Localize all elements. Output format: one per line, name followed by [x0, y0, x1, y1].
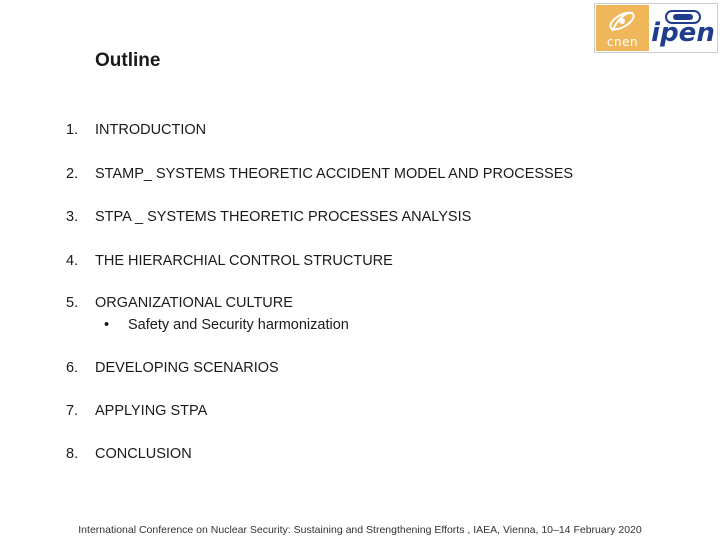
- ipen-logo-text: ipen: [651, 18, 715, 48]
- item-number: 6.: [66, 360, 79, 376]
- bullet-icon: •: [104, 317, 110, 333]
- item-text: ORGANIZATIONAL CULTURE: [95, 295, 293, 311]
- item-number: 8.: [66, 446, 79, 462]
- item-number: 1.: [66, 122, 79, 138]
- item-text: STAMP_ SYSTEMS THEORETIC ACCIDENT MODEL AND PROCESSES: [95, 166, 574, 182]
- slide-title: Outline: [95, 50, 161, 71]
- item-number: 2.: [66, 166, 79, 182]
- item-text: STPA _ SYSTEMS THEORETIC PROCESSES ANALYSIS: [95, 209, 472, 225]
- footer-text: International Conference on Nuclear Security: Sustaining and Strengthening Efforts , IAEA, Vienna, 10–14 February 2020: [78, 524, 642, 536]
- item-text: APPLYING STPA: [95, 403, 208, 419]
- cnen-logo: [596, 5, 649, 51]
- item-number: 5.: [66, 295, 79, 311]
- atom-icon: [606, 7, 638, 37]
- item-text: DEVELOPING SCENARIOS: [95, 360, 279, 376]
- subitem-text: Safety and Security harmonization: [128, 317, 349, 333]
- logo-group: [594, 3, 718, 53]
- ipen-logo: [651, 7, 715, 50]
- item-text: THE HIERARCHIAL CONTROL STRUCTURE: [95, 253, 393, 269]
- item-number: 4.: [66, 253, 79, 269]
- item-text: CONCLUSION: [95, 446, 192, 462]
- item-number: 7.: [66, 403, 79, 419]
- item-number: 3.: [66, 209, 79, 225]
- item-text: INTRODUCTION: [95, 122, 207, 138]
- cnen-logo-text: cnen: [606, 35, 639, 49]
